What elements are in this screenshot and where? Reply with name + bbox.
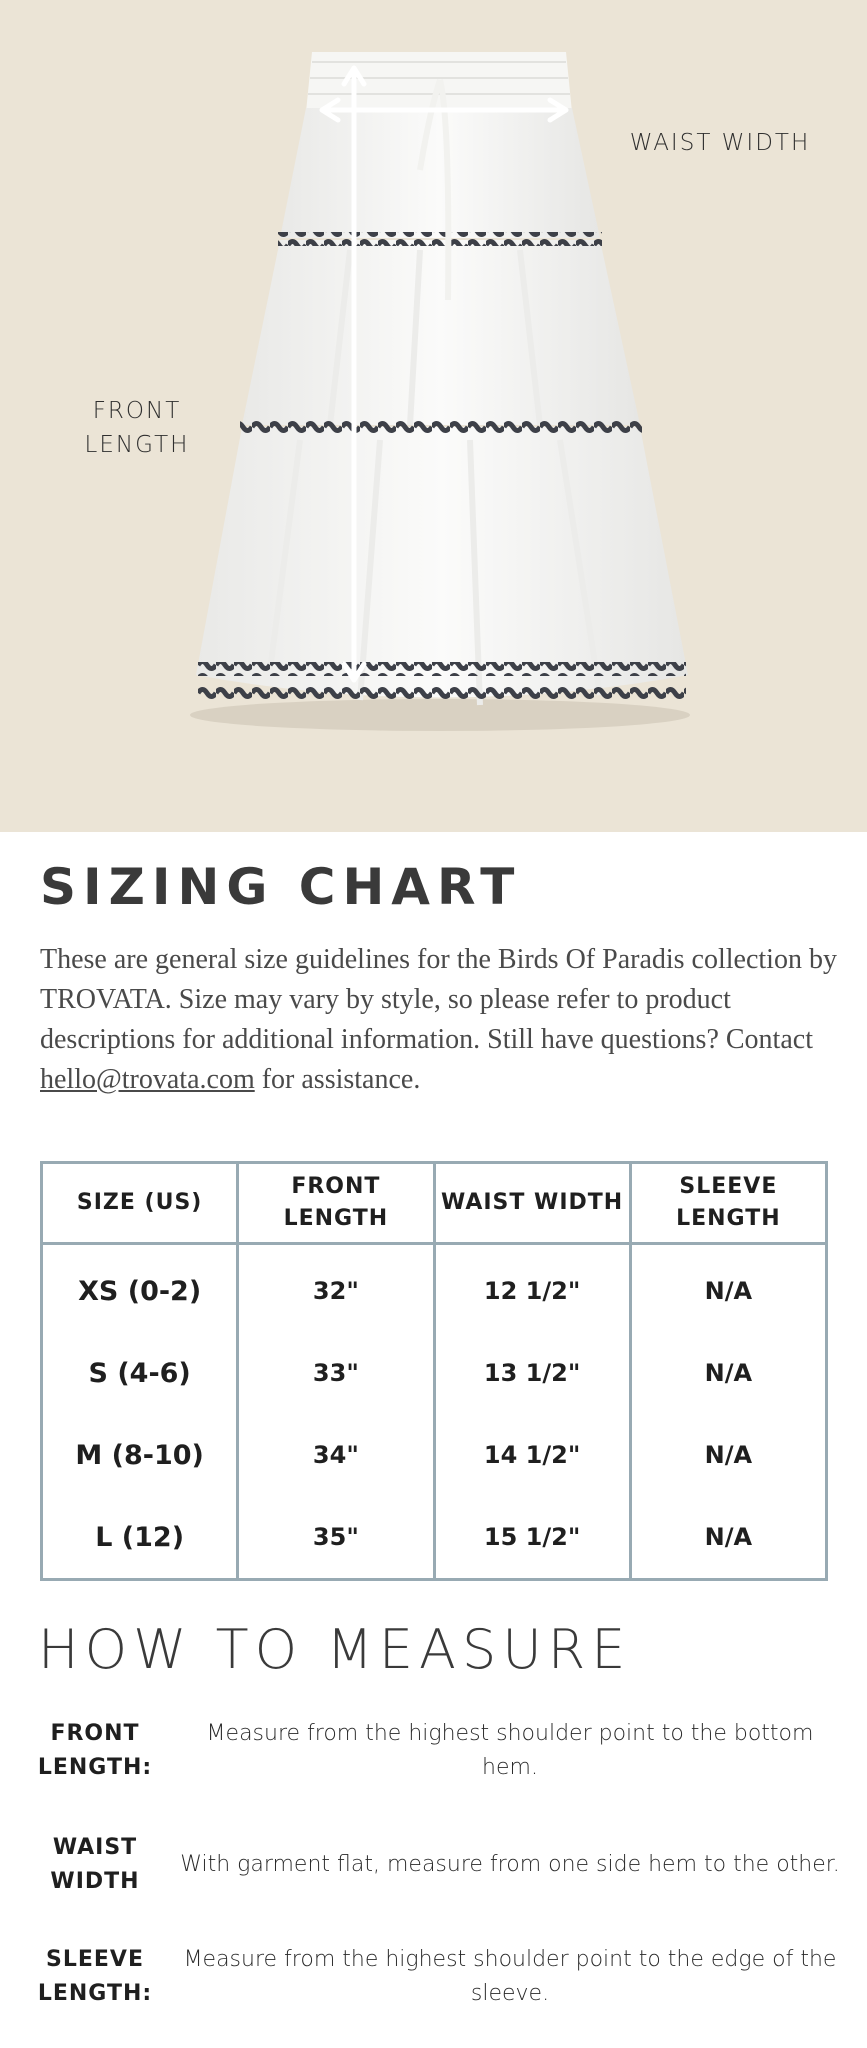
table-row <box>42 1332 827 1414</box>
intro-suffix: for assistance. <box>254 1064 421 1095</box>
size-cell: XS (0-2) <box>42 1244 238 1333</box>
measure-term <box>30 1717 160 1785</box>
intro-paragraph <box>40 940 840 1100</box>
product-image <box>0 0 867 832</box>
table-row <box>42 1414 827 1496</box>
measure-term-line1: WAIST <box>52 1835 138 1860</box>
waist-width-cell: 14 1/2" <box>434 1414 630 1496</box>
measure-term-line1: FRONT <box>50 1721 140 1746</box>
measure-description: With garment flat, measure from one side hem to the other. <box>180 1852 840 1877</box>
how-to-measure-title: HOW TO MEASURE <box>38 1618 632 1681</box>
measure-description: Measure from the highest shoulder point to the edge of the sleeve. <box>183 1947 837 2006</box>
front-length-label-line2: LENGTH <box>84 432 190 458</box>
header-front-length: FRONT LENGTH <box>238 1163 434 1244</box>
measure-term <box>30 1943 160 2011</box>
waist-width-label: WAIST WIDTH <box>629 130 811 156</box>
measure-term-line2: WIDTH <box>50 1869 140 1894</box>
trim-hem-2 <box>198 686 686 700</box>
front-length-cell: 32" <box>238 1244 434 1333</box>
measure-term-line2: LENGTH: <box>37 1755 153 1780</box>
front-length-label <box>62 394 212 462</box>
front-length-cell: 34" <box>238 1414 434 1496</box>
waist-width-cell: 12 1/2" <box>434 1244 630 1333</box>
front-length-cell: 35" <box>238 1496 434 1580</box>
size-cell: M (8-10) <box>42 1414 238 1496</box>
table-row <box>42 1244 827 1333</box>
email-link[interactable]: hello@trovata.com <box>40 1064 255 1095</box>
size-table <box>40 1161 828 1581</box>
header-sleeve-length: SLEEVE LENGTH <box>630 1163 826 1244</box>
front-length-cell: 33" <box>238 1332 434 1414</box>
sleeve-length-cell: N/A <box>630 1496 826 1580</box>
size-cell: S (4-6) <box>42 1332 238 1414</box>
table-row <box>42 1496 827 1580</box>
measure-term <box>30 1831 160 1899</box>
trim-hem-1 <box>198 662 686 676</box>
front-length-label-line1: FRONT <box>92 398 182 424</box>
measure-description: Measure from the highest shoulder point to the bottom hem. <box>206 1721 814 1780</box>
header-size: SIZE (US) <box>42 1163 238 1244</box>
header-waist-width: WAIST WIDTH <box>434 1163 630 1244</box>
measure-term-line1: SLEEVE <box>46 1947 144 1972</box>
sleeve-length-cell: N/A <box>630 1244 826 1333</box>
measure-item-waist-width <box>30 1822 840 1908</box>
intro-text: These are general size guidelines for the Birds Of Paradis collection by TROVATA. Size may vary by style, so please refer to product descriptions for additional information. Still have questions? Contact <box>40 944 837 1055</box>
trim-upper <box>278 232 602 246</box>
size-cell: L (12) <box>42 1496 238 1580</box>
sleeve-length-cell: N/A <box>630 1332 826 1414</box>
trim-middle <box>240 420 642 434</box>
measure-item-sleeve-length <box>30 1934 840 2020</box>
waist-width-cell: 13 1/2" <box>434 1332 630 1414</box>
waist-width-cell: 15 1/2" <box>434 1496 630 1580</box>
table-header-row <box>42 1163 827 1244</box>
measure-term-line2: LENGTH: <box>37 1981 153 2006</box>
sizing-chart-title: SIZING CHART <box>40 858 522 916</box>
sleeve-length-cell: N/A <box>630 1414 826 1496</box>
measure-item-front-length <box>30 1708 840 1794</box>
